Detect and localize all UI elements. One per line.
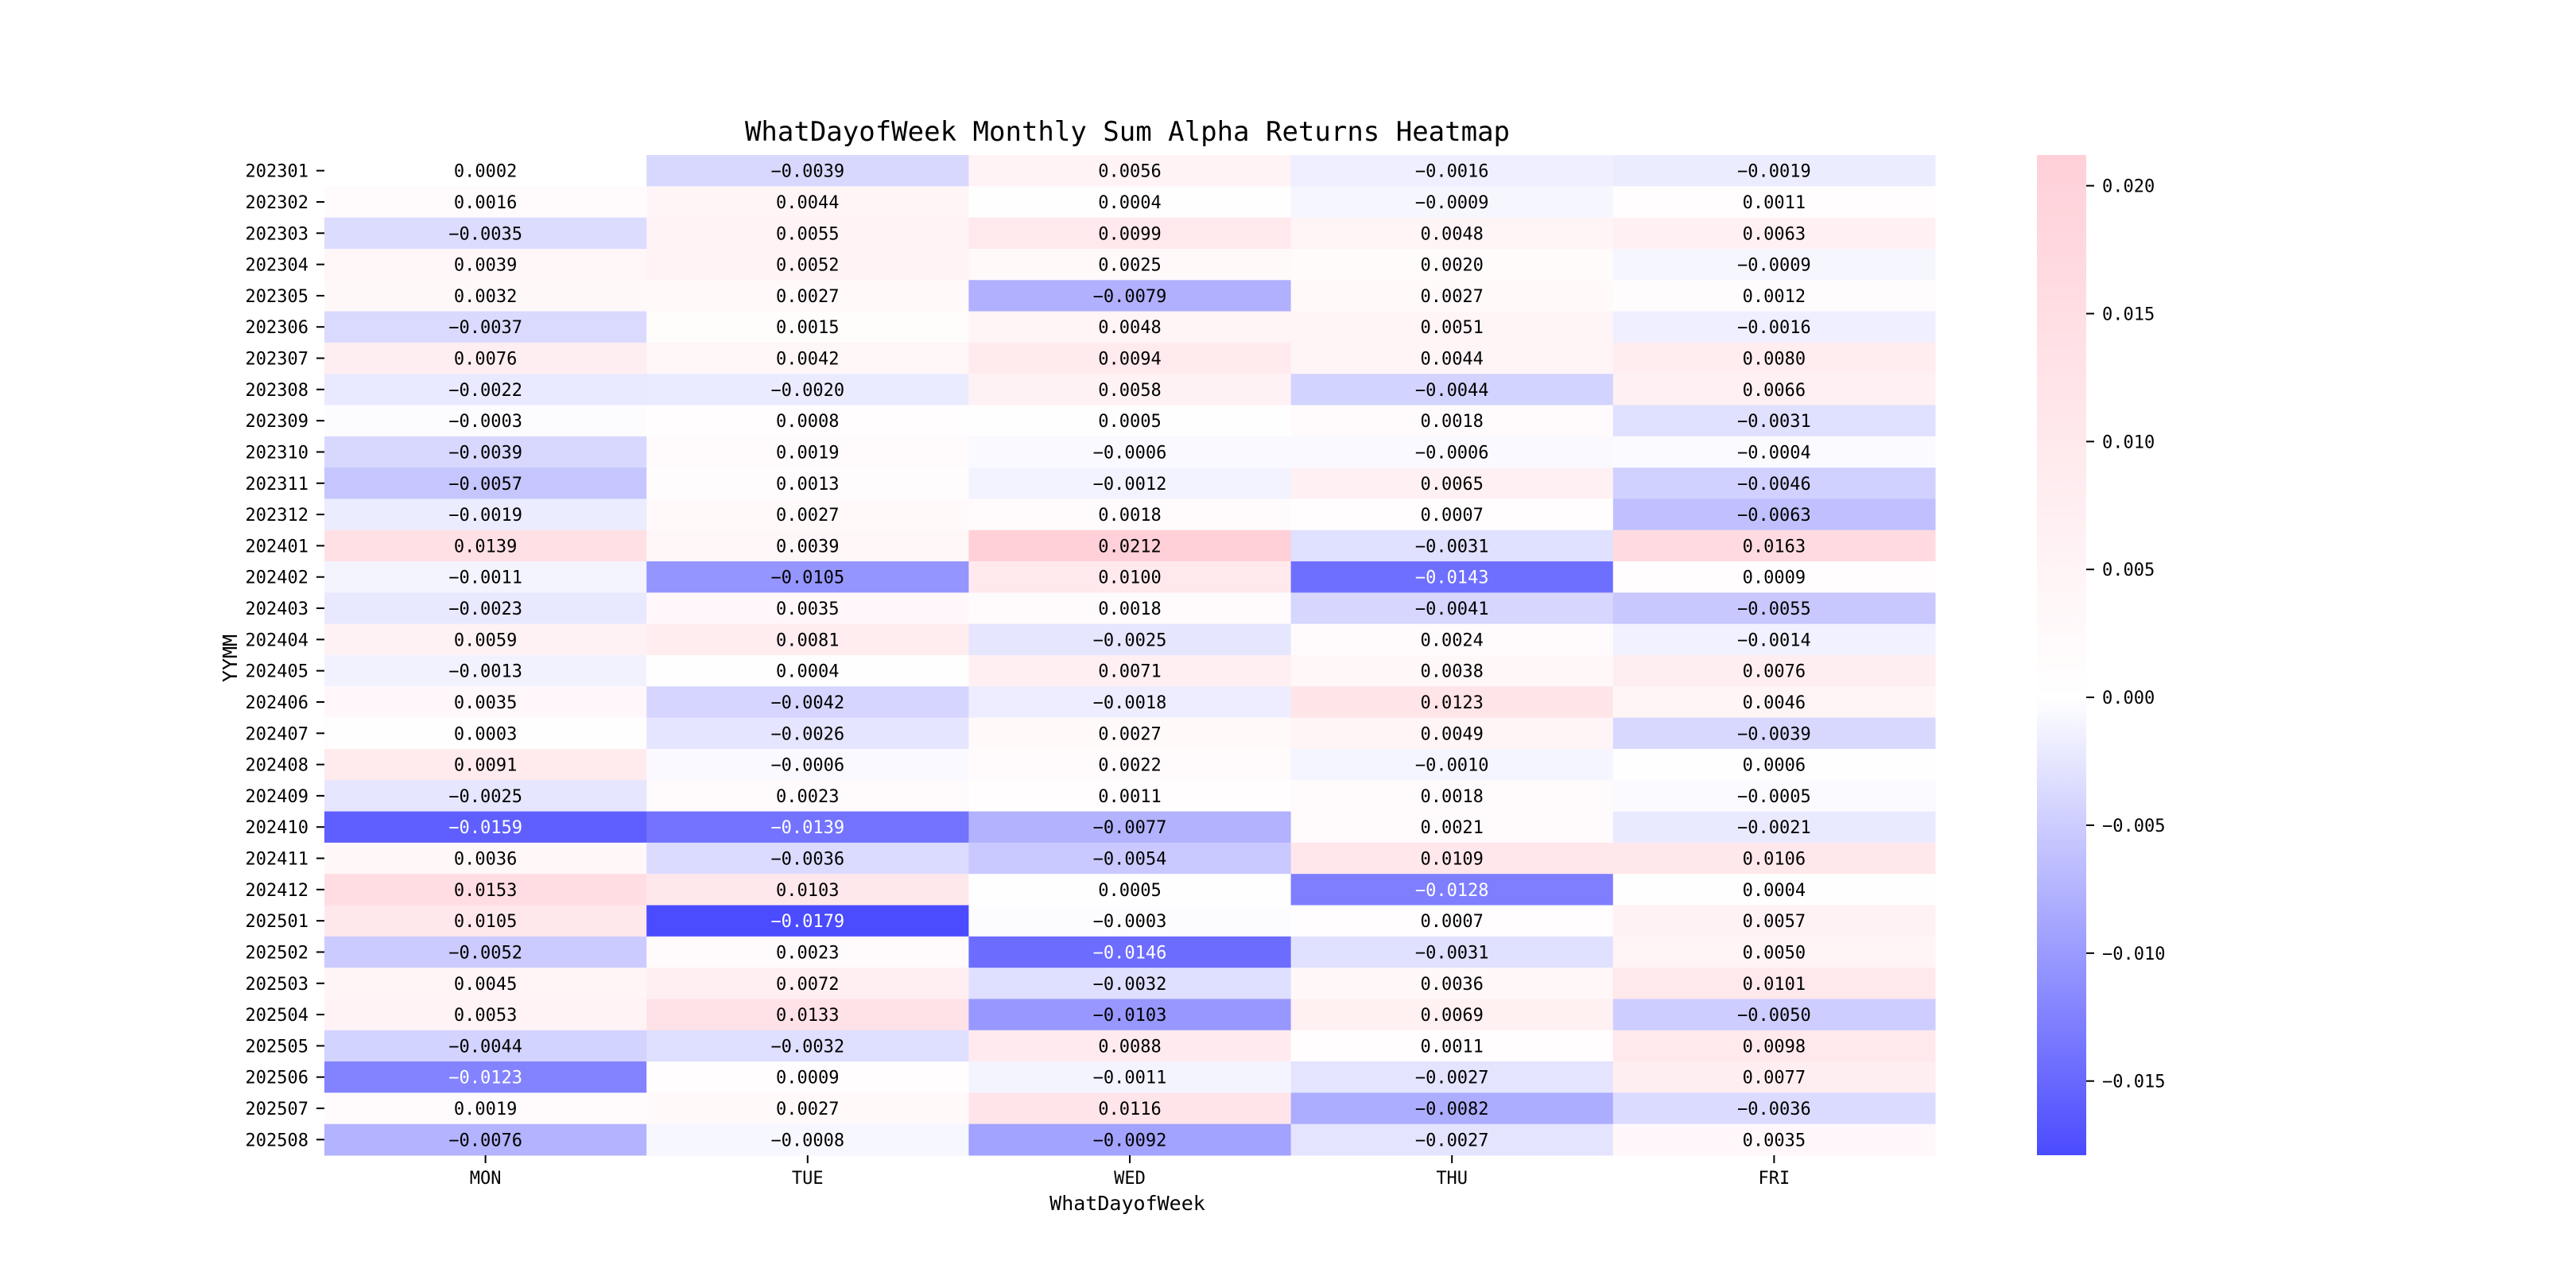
cell-value-label: −0.0006 (1092, 443, 1167, 464)
y-tick-label: 202405 (245, 661, 308, 682)
cell-value-label: −0.0027 (1414, 1131, 1489, 1151)
y-tick-label: 202402 (245, 568, 308, 588)
cell-value-label: 0.0049 (1420, 724, 1484, 745)
cell-value-label: −0.0041 (1414, 599, 1489, 620)
cell-value-label: 0.0019 (453, 1100, 518, 1120)
colorbar-tick-label: −0.015 (2102, 1072, 2166, 1092)
y-axis-ticks (246, 162, 324, 1151)
cell-value-label: −0.0004 (1737, 443, 1811, 464)
cell-value-label: 0.0038 (1420, 661, 1484, 682)
y-axis-label: YYMM (219, 634, 242, 683)
cell-value-label: 0.0139 (453, 537, 518, 557)
colorbar-tick-label: 0.020 (2102, 177, 2155, 197)
cell-value-label: 0.0091 (453, 755, 518, 776)
y-tick-label: 202410 (245, 818, 308, 839)
cell-value-label: −0.0082 (1414, 1100, 1489, 1120)
cell-value-label: 0.0133 (776, 1006, 840, 1026)
cell-value-label: 0.0098 (1742, 1037, 1806, 1057)
cell-value-label: 0.0018 (1098, 506, 1162, 526)
cell-value-label: −0.0031 (1414, 943, 1489, 964)
cell-value-label: −0.0143 (1414, 568, 1489, 588)
cell-value-label: −0.0105 (770, 568, 845, 588)
x-tick-label: TUE (791, 1169, 824, 1189)
cell-value-label: 0.0048 (1098, 318, 1162, 339)
cell-value-label: −0.0032 (770, 1037, 845, 1057)
cell-value-label: 0.0123 (1420, 692, 1484, 713)
cell-value-label: 0.0071 (1098, 661, 1162, 682)
cell-value-label: −0.0022 (448, 380, 522, 401)
chart-title: WhatDayofWeek Monthly Sum Alpha Returns Heatmap (744, 116, 1511, 148)
cell-value-label: 0.0053 (453, 1006, 518, 1026)
cell-value-label: 0.0153 (453, 880, 518, 901)
cell-value-label: −0.0019 (448, 506, 522, 526)
cell-value-label: −0.0039 (770, 161, 845, 182)
y-tick-label: 202401 (245, 537, 308, 557)
colorbar-tick-label: −0.005 (2102, 816, 2166, 836)
cell-value-label: 0.0103 (776, 880, 840, 901)
cell-value-label: −0.0025 (1092, 630, 1167, 651)
y-tick-label: 202412 (245, 880, 308, 901)
cell-value-label: 0.0105 (453, 912, 518, 933)
cell-value-label: −0.0023 (448, 599, 522, 620)
cell-value-label: −0.0159 (448, 818, 522, 839)
x-axis-ticks (470, 1155, 1790, 1189)
cell-value-label: 0.0005 (1098, 412, 1162, 433)
cell-value-label: −0.0012 (1092, 474, 1167, 495)
y-tick-label: 202309 (245, 412, 308, 433)
cell-value-label: 0.0077 (1742, 1068, 1806, 1088)
cell-value-label: −0.0013 (448, 661, 522, 682)
cell-value-label: −0.0050 (1737, 1006, 1811, 1026)
cell-value-label: 0.0076 (453, 349, 518, 370)
cell-value-label: 0.0025 (1098, 255, 1162, 276)
y-tick-label: 202505 (245, 1037, 308, 1057)
cell-value-label: −0.0003 (1092, 912, 1167, 933)
cell-value-label: 0.0011 (1742, 192, 1806, 213)
cell-value-label: −0.0044 (448, 1037, 522, 1057)
cell-value-label: 0.0036 (1420, 974, 1484, 995)
cell-value-label: −0.0019 (1737, 161, 1811, 182)
cell-value-label: 0.0018 (1420, 412, 1484, 433)
cell-value-label: 0.0044 (1420, 349, 1484, 370)
cell-value-label: 0.0212 (1098, 537, 1162, 557)
cell-value-label: 0.0008 (776, 412, 840, 433)
colorbar-ticks (2086, 177, 2165, 1092)
y-tick-label: 202307 (245, 349, 308, 370)
cell-value-label: 0.0002 (453, 161, 518, 182)
colorbar-tick-label: 0.010 (2102, 433, 2155, 453)
cell-value-label: −0.0010 (1414, 755, 1489, 776)
cell-value-label: 0.0080 (1742, 349, 1806, 370)
cell-value-label: −0.0052 (448, 943, 522, 964)
cell-value-label: −0.0063 (1737, 506, 1811, 526)
cell-value-label: 0.0051 (1420, 318, 1484, 339)
cell-value-label: −0.0179 (770, 912, 845, 933)
cell-value-label: 0.0013 (776, 474, 840, 495)
cell-value-label: 0.0006 (1742, 755, 1806, 776)
cell-value-label: 0.0012 (1742, 286, 1806, 307)
cell-value-label: 0.0066 (1742, 380, 1806, 401)
x-tick-label: FRI (1758, 1169, 1790, 1189)
cell-value-label: −0.0020 (770, 380, 845, 401)
cell-value-label: 0.0015 (776, 318, 840, 339)
cell-value-label: 0.0016 (453, 192, 518, 213)
colorbar-tick-label: −0.010 (2102, 944, 2166, 964)
cell-value-label: 0.0004 (1098, 192, 1162, 213)
cell-value-label: 0.0023 (776, 943, 840, 964)
cell-value-label: 0.0048 (1420, 224, 1484, 245)
y-tick-label: 202304 (245, 255, 308, 276)
cell-value-label: 0.0163 (1742, 537, 1806, 557)
cell-value-label: −0.0032 (1092, 974, 1167, 995)
colorbar-tick-label: 0.005 (2102, 561, 2155, 581)
cell-value-label: −0.0039 (448, 443, 522, 464)
cell-value-label: 0.0094 (1098, 349, 1162, 370)
y-tick-label: 202305 (245, 286, 308, 307)
cell-value-label: −0.0044 (1414, 380, 1489, 401)
y-tick-label: 202502 (245, 943, 308, 964)
cell-value-label: 0.0007 (1420, 506, 1484, 526)
cell-value-label: 0.0036 (453, 849, 518, 870)
cell-value-label: 0.0009 (1742, 568, 1806, 588)
colorbar-tick-label: 0.015 (2102, 305, 2155, 325)
cell-value-label: 0.0065 (1420, 474, 1484, 495)
cell-value-label: −0.0031 (1737, 412, 1811, 433)
cell-value-label: −0.0057 (448, 474, 522, 495)
cell-value-label: −0.0103 (1092, 1006, 1167, 1026)
cell-value-label: 0.0011 (1420, 1037, 1484, 1057)
cell-value-label: 0.0072 (776, 974, 840, 995)
x-tick-label: MON (469, 1169, 502, 1189)
cell-value-label: 0.0069 (1420, 1006, 1484, 1026)
cell-value-label: 0.0106 (1742, 849, 1806, 870)
cell-value-label: −0.0009 (1414, 192, 1489, 213)
colorbar-tick-label: 0.000 (2102, 689, 2155, 709)
y-tick-label: 202506 (245, 1068, 308, 1088)
cell-value-label: −0.0037 (448, 318, 522, 339)
cell-value-label: −0.0016 (1414, 161, 1489, 182)
cell-value-label: −0.0011 (448, 568, 522, 588)
cell-value-label: 0.0101 (1742, 974, 1806, 995)
cell-value-label: −0.0005 (1737, 786, 1811, 807)
cell-value-label: 0.0009 (776, 1068, 840, 1088)
y-tick-label: 202504 (245, 1006, 308, 1026)
cell-value-label: −0.0123 (448, 1068, 522, 1088)
y-tick-label: 202409 (245, 786, 308, 807)
cell-value-label: 0.0027 (776, 1100, 840, 1120)
cell-value-label: −0.0014 (1737, 630, 1811, 651)
cell-value-label: 0.0039 (776, 537, 840, 557)
cell-value-label: 0.0020 (1420, 255, 1484, 276)
cell-value-label: 0.0057 (1742, 912, 1806, 933)
y-tick-label: 202308 (245, 380, 308, 401)
y-tick-label: 202302 (245, 192, 308, 213)
cell-value-label: −0.0054 (1092, 849, 1167, 870)
cell-value-label: 0.0027 (1098, 724, 1162, 745)
cell-value-label: 0.0081 (776, 630, 840, 651)
cell-value-label: 0.0032 (453, 286, 518, 307)
cell-value-label: 0.0116 (1098, 1100, 1162, 1120)
cell-value-label: 0.0005 (1098, 880, 1162, 901)
x-tick-label: THU (1436, 1169, 1468, 1189)
cell-value-label: 0.0023 (776, 786, 840, 807)
cell-value-label: −0.0008 (770, 1131, 845, 1151)
cell-value-label: 0.0024 (1420, 630, 1484, 651)
cell-value-label: −0.0128 (1414, 880, 1489, 901)
cell-value-label: 0.0056 (1098, 161, 1162, 182)
y-tick-label: 202501 (245, 912, 308, 933)
cell-value-label: −0.0031 (1414, 537, 1489, 557)
y-tick-label: 202310 (245, 443, 308, 464)
cell-value-label: −0.0139 (770, 818, 845, 839)
y-tick-label: 202408 (245, 755, 308, 776)
cell-value-label: 0.0007 (1420, 912, 1484, 933)
cell-value-label: 0.0039 (453, 255, 518, 276)
cell-value-label: −0.0146 (1092, 943, 1167, 964)
cell-value-label: −0.0006 (770, 755, 845, 776)
y-tick-label: 202306 (245, 318, 308, 339)
cell-value-label: −0.0042 (770, 692, 845, 713)
cell-value-label: −0.0076 (448, 1131, 522, 1151)
y-tick-label: 202507 (245, 1100, 308, 1120)
cell-value-label: 0.0059 (453, 630, 518, 651)
cell-value-label: −0.0046 (1737, 474, 1811, 495)
y-tick-label: 202411 (245, 849, 308, 870)
cell-value-label: −0.0021 (1737, 818, 1811, 839)
cell-value-label: 0.0021 (1420, 818, 1484, 839)
cell-value-label: 0.0109 (1420, 849, 1484, 870)
cell-value-label: −0.0018 (1092, 692, 1167, 713)
cell-value-label: 0.0088 (1098, 1037, 1162, 1057)
cell-value-label: 0.0035 (1742, 1131, 1806, 1151)
cell-value-label: 0.0027 (776, 286, 840, 307)
y-tick-label: 202311 (245, 474, 308, 495)
y-tick-label: 202407 (245, 724, 308, 745)
cell-value-label: 0.0099 (1098, 224, 1162, 245)
cell-value-label: −0.0077 (1092, 818, 1167, 839)
y-tick-label: 202404 (245, 630, 308, 651)
cell-value-label: 0.0004 (1742, 880, 1806, 901)
y-tick-label: 202403 (245, 599, 308, 620)
cell-value-label: 0.0004 (776, 661, 840, 682)
cell-value-label: 0.0100 (1098, 568, 1162, 588)
cell-value-label: −0.0016 (1737, 318, 1811, 339)
cell-value-label: 0.0027 (776, 506, 840, 526)
cell-value-label: −0.0025 (448, 786, 522, 807)
x-axis-label: WhatDayofWeek (1049, 1192, 1205, 1215)
cell-value-label: −0.0039 (1737, 724, 1811, 745)
cell-value-label: 0.0044 (776, 192, 840, 213)
cell-value-label: −0.0009 (1737, 255, 1811, 276)
cell-value-label: −0.0006 (1414, 443, 1489, 464)
cell-value-label: −0.0035 (448, 224, 522, 245)
y-tick-label: 202312 (245, 506, 308, 526)
y-tick-label: 202503 (245, 974, 308, 995)
cell-value-label: −0.0092 (1092, 1131, 1167, 1151)
cell-value-label: −0.0036 (770, 849, 845, 870)
cell-value-label: 0.0050 (1742, 943, 1806, 964)
cell-value-label: 0.0022 (1098, 755, 1162, 776)
cell-value-label: 0.0018 (1420, 786, 1484, 807)
cell-value-label: 0.0003 (453, 724, 518, 745)
cell-value-label: 0.0027 (1420, 286, 1484, 307)
cell-value-label: −0.0027 (1414, 1068, 1489, 1088)
y-tick-label: 202406 (245, 692, 308, 713)
cell-value-label: 0.0058 (1098, 380, 1162, 401)
cell-value-label: −0.0003 (448, 412, 522, 433)
y-tick-label: 202508 (245, 1131, 308, 1151)
cell-value-label: −0.0036 (1737, 1100, 1811, 1120)
cell-value-label: −0.0011 (1092, 1068, 1167, 1088)
cell-value-label: −0.0055 (1737, 599, 1811, 620)
cell-value-label: 0.0045 (453, 974, 518, 995)
cell-value-label: 0.0035 (776, 599, 840, 620)
colorbar (2037, 155, 2086, 1155)
y-tick-label: 202301 (245, 161, 308, 182)
cell-value-label: 0.0076 (1742, 661, 1806, 682)
cell-value-label: 0.0042 (776, 349, 840, 370)
cell-value-label: −0.0026 (770, 724, 845, 745)
x-tick-label: WED (1114, 1169, 1146, 1189)
cell-value-label: 0.0019 (776, 443, 840, 464)
cell-value-label: −0.0079 (1092, 286, 1167, 307)
y-tick-label: 202303 (245, 224, 308, 245)
cell-value-label: 0.0035 (453, 692, 518, 713)
cell-value-label: 0.0055 (776, 224, 840, 245)
cell-value-label: 0.0018 (1098, 599, 1162, 620)
cell-value-label: 0.0046 (1742, 692, 1806, 713)
cell-value-label: 0.0011 (1098, 786, 1162, 807)
cell-value-label: 0.0052 (776, 255, 840, 276)
cell-value-label: 0.0063 (1742, 224, 1806, 245)
